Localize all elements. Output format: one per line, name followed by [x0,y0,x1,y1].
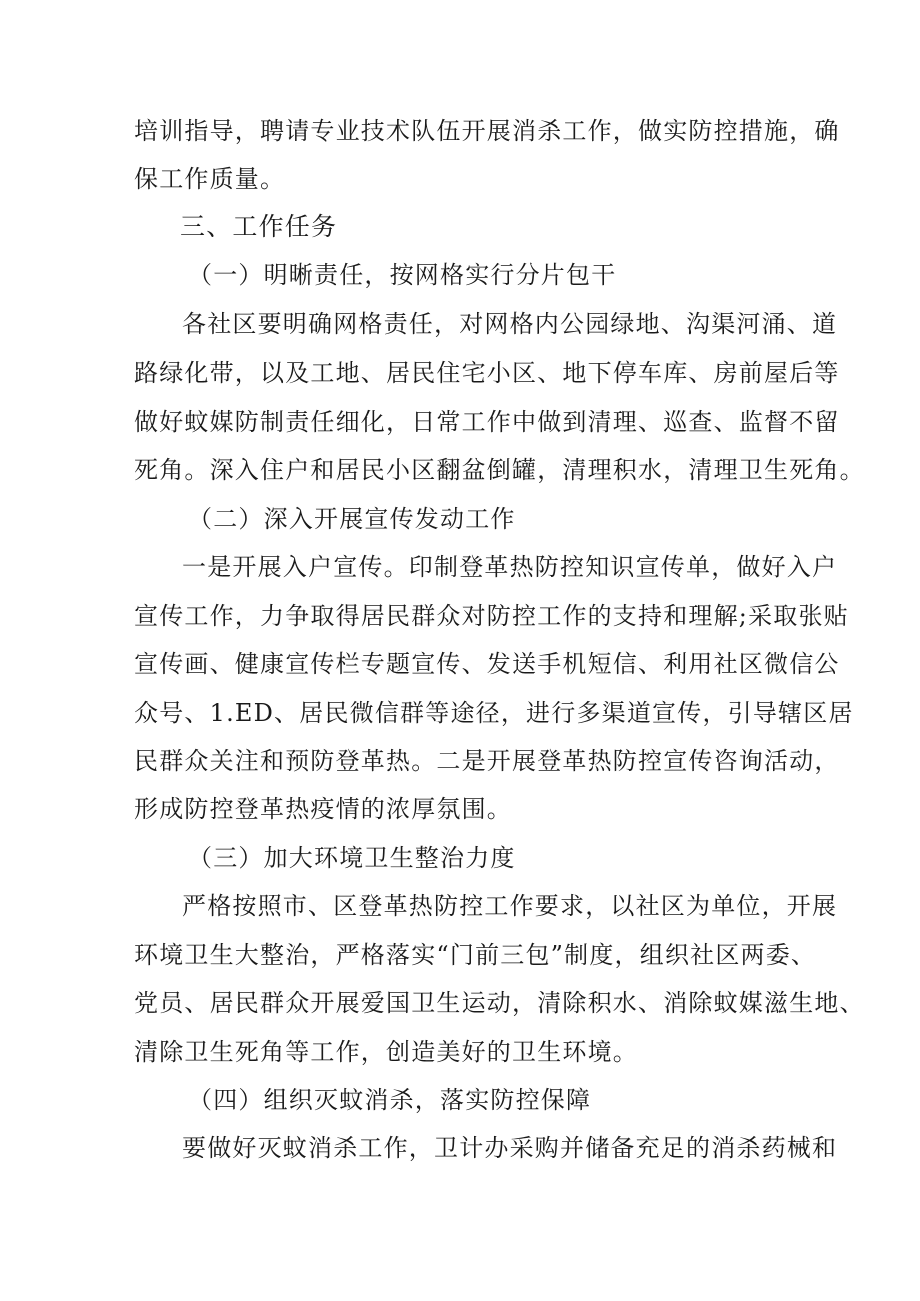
body-text-line: 宣传工作，力争取得居民群众对防控工作的支持和理解;采取张贴 [134,602,849,630]
body-text-line: 党员、居民群众开展爱国卫生运动，清除积水、消除蚊媒滋生地、 [134,989,865,1017]
body-text-line: 环境卫生大整治，严格落实“门前三包”制度，组织社区两委、 [134,941,817,969]
body-text-line: 清除卫生死角等工作，创造美好的卫生环境。 [134,1038,638,1066]
subsection-heading: （二）深入开展宣传发动工作 [188,505,516,533]
subsection-heading: （一）明晰责任，按网格实行分片包干 [188,261,617,289]
body-text-line: 众号、1.ED、居民微信群等途径，进行多渠道宣传，引导辖区居 [134,699,854,727]
body-text-line: 要做好灭蚊消杀工作，卫计办采购并储备充足的消杀药械和 [182,1134,838,1162]
body-text-line: 严格按照市、区登革热防控工作要求，以社区为单位，开展 [182,892,838,920]
body-text-line: 路绿化带，以及工地、居民住宅小区、地下停车库、房前屋后等 [134,359,840,387]
body-text-line: 培训指导，聘请专业技术队伍开展消杀工作，做实防控措施，确 [134,117,840,145]
subsection-heading: （三）加大环境卫生整治力度 [188,844,516,872]
body-text-line: 死角。深入住户和居民小区翻盆倒罐，清理积水，清理卫生死角。 [134,456,865,484]
subsection-heading: （四）组织灭蚊消杀，落实防控保障 [188,1086,592,1114]
body-text-line: 宣传画、健康宣传栏专题宣传、发送手机短信、利用社区微信公 [134,650,840,678]
body-text-line: 各社区要明确网格责任，对网格内公园绿地、沟渠河涌、道 [182,310,838,338]
body-text-line: 民群众关注和预防登革热。二是开展登革热防控宣传咨询活动， [134,747,840,775]
section-heading: 三、工作任务 [180,212,338,241]
body-text-line: 形成防控登革热疫情的浓厚氛围。 [134,795,512,823]
body-text-line: 做好蚊媒防制责任细化，日常工作中做到清理、巡查、监督不留 [134,408,840,436]
body-text-line: 一是开展入户宣传。印制登革热防控知识宣传单，做好入户 [182,553,838,581]
body-text-line: 保工作质量。 [134,165,286,193]
